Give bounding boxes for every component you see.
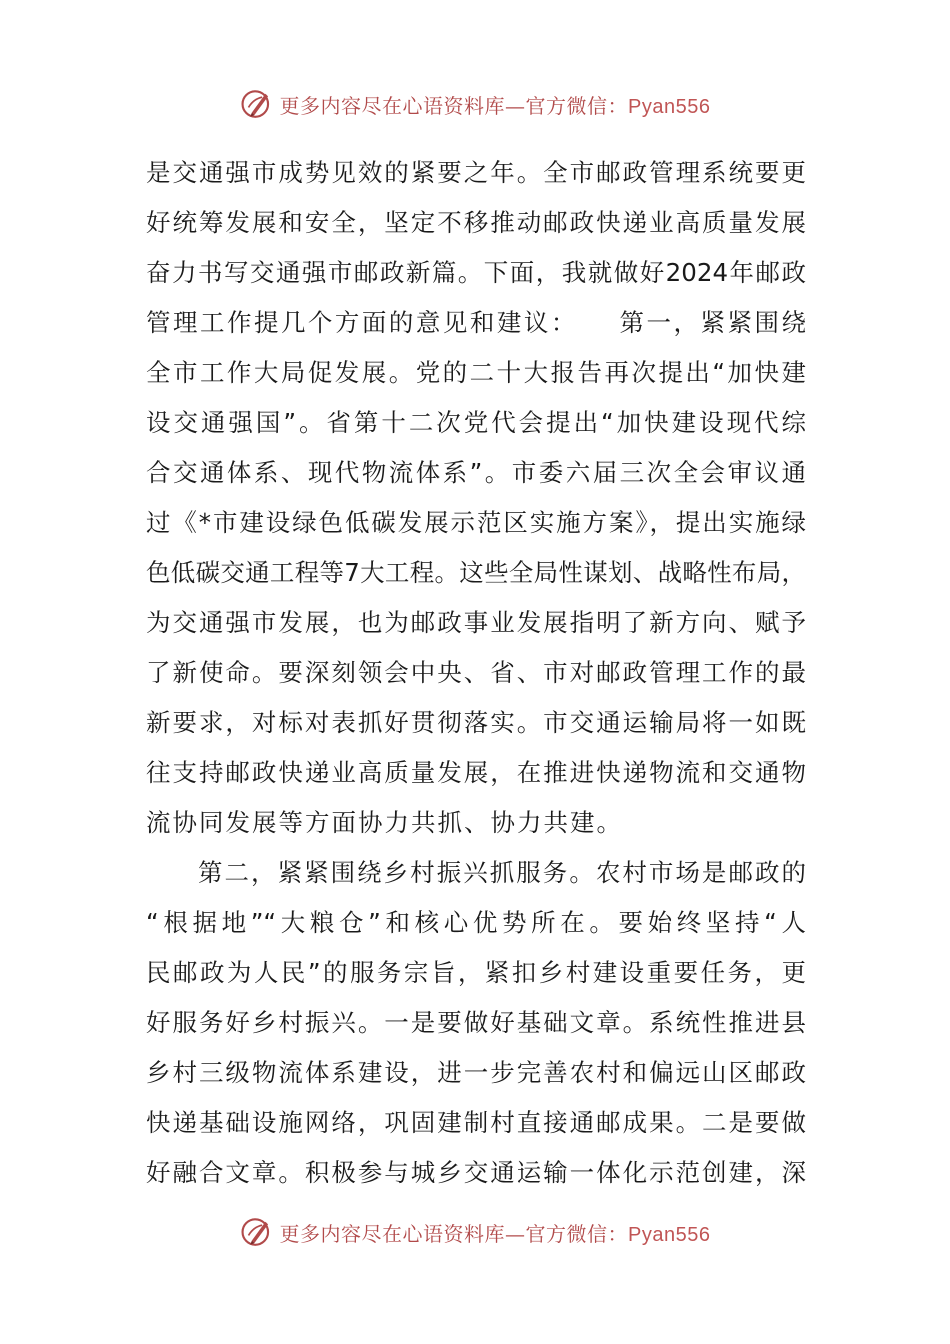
header-banner-account: Pyan556 (628, 95, 711, 118)
body-line: 管理工作提几个方面的意见和建议： 第一，紧紧围绕 (146, 308, 806, 337)
footer-banner-official: 官方微信： (525, 1221, 629, 1246)
footer-banner-separator: — (505, 1221, 526, 1246)
body-line: 流协同发展等方面协力共抓、协力共建。 (146, 808, 623, 837)
footer-banner (0, 1212, 950, 1252)
pen-logo-icon (240, 87, 274, 121)
body-line: “根据地”“大粮仓”和核心优势所在。要始终坚持“人 (146, 908, 806, 937)
body-line: 往支持邮政快递业高质量发展，在推进快递物流和交通物 (146, 758, 806, 787)
footer-banner-text (280, 1218, 711, 1247)
body-line: 过《*市建设绿色低碳发展示范区实施方案》，提出实施绿 (146, 508, 806, 537)
header-banner-text (280, 90, 711, 119)
body-line: 色低碳交通工程等7大工程。这些全局性谋划、战略性布局， (146, 558, 806, 587)
body-line: 全市工作大局促发展。党的二十大报告再次提出“加快建 (146, 358, 806, 387)
body-line: 民邮政为人民”的服务宗旨，紧扣乡村建设重要任务，更 (146, 958, 806, 987)
body-line: 好融合文章。积极参与城乡交通运输一体化示范创建，深 (146, 1158, 806, 1187)
body-line: 第二，紧紧围绕乡村振兴抓服务。农村市场是邮政的 (198, 858, 806, 887)
body-line: 合交通体系、现代物流体系”。市委六届三次全会审议通 (146, 458, 806, 487)
footer-banner-title: 更多内容尽在心语资料库 (279, 1221, 506, 1246)
body-line: 快递基础设施网络，巩固建制村直接通邮成果。二是要做 (146, 1108, 806, 1137)
body-line: 为交通强市发展，也为邮政事业发展指明了新方向、赋予 (146, 608, 806, 637)
body-line: 好服务好乡村振兴。一是要做好基础文章。系统性推进县 (146, 1008, 806, 1037)
header-banner (0, 84, 950, 124)
document-body (146, 148, 806, 1198)
pen-logo-icon (240, 1215, 274, 1249)
footer-banner-account: Pyan556 (628, 1223, 711, 1246)
header-banner-title: 更多内容尽在心语资料库 (279, 93, 506, 118)
body-line: 乡村三级物流体系建设，进一步完善农村和偏远山区邮政 (146, 1058, 806, 1087)
header-banner-separator: — (505, 93, 526, 118)
body-line: 设交通强国”。省第十二次党代会提出“加快建设现代综 (146, 408, 806, 437)
body-line: 新要求，对标对表抓好贯彻落实。市交通运输局将一如既 (146, 708, 806, 737)
body-line: 好统筹发展和安全，坚定不移推动邮政快递业高质量发展 (146, 208, 806, 237)
body-line: 是交通强市成势见效的紧要之年。全市邮政管理系统要更 (146, 158, 806, 187)
header-banner-official: 官方微信： (525, 93, 629, 118)
body-line: 了新使命。要深刻领会中央、省、市对邮政管理工作的最 (146, 658, 806, 687)
body-line: 奋力书写交通强市邮政新篇。下面，我就做好2024年邮政 (146, 258, 806, 287)
